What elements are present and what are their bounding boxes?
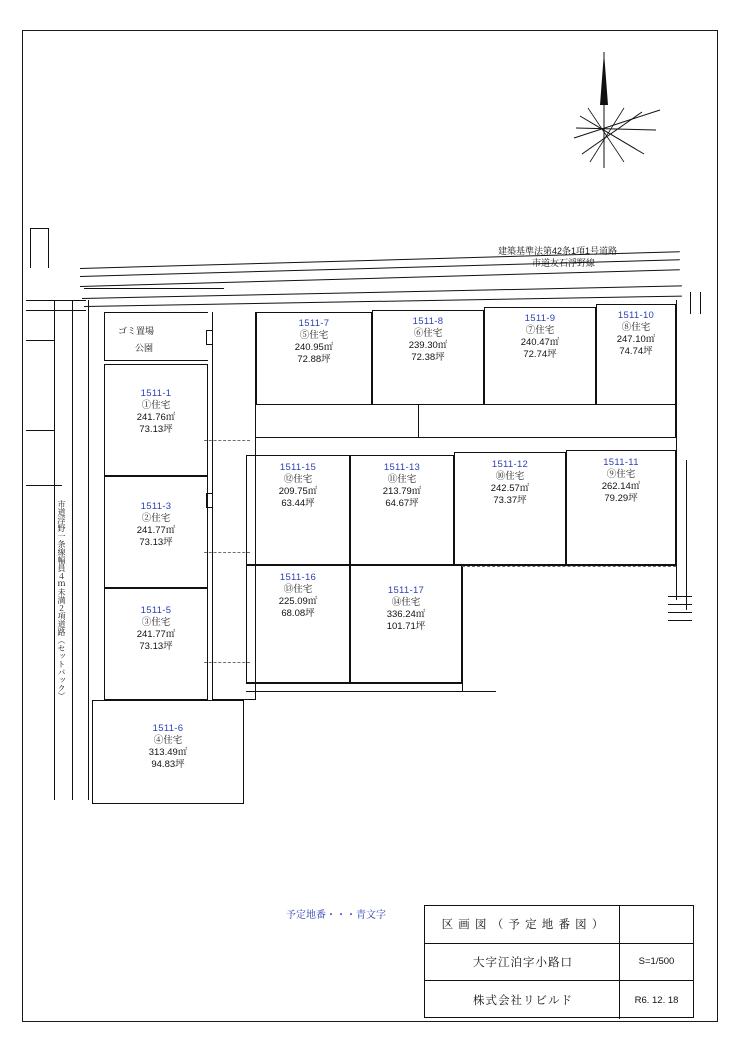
road-note-line1: 建築基準法第42条1項1号道路 — [498, 246, 618, 256]
title-row-2-left: 大字江泊字小路口 — [473, 956, 573, 969]
lot-tsubo: 73.37坪 — [493, 495, 527, 507]
lot-tsubo: 72.38坪 — [411, 352, 445, 364]
gomi-box-top — [104, 312, 208, 313]
south-boundary-2 — [246, 691, 496, 692]
lot-use: ⑬住宅 — [283, 584, 313, 596]
lot-area: 213.79㎡ — [382, 486, 422, 498]
lot-1511-6-label — [92, 723, 244, 772]
left-structure-7 — [26, 430, 54, 431]
gomi-box-left — [104, 312, 105, 360]
lot-no: 1511-12 — [491, 459, 529, 470]
lot-1511-13-label — [350, 462, 454, 511]
lot-area: 241.76㎡ — [136, 412, 176, 424]
dashed-tie-1 — [204, 440, 250, 441]
lot-no: 1511-13 — [383, 462, 421, 473]
title-row-1-left: 区 画 図 （ 予 定 地 番 図 ） — [441, 919, 605, 932]
lot-use: ④住宅 — [153, 735, 183, 747]
right-feature-7 — [668, 612, 692, 613]
lot-use: ③住宅 — [141, 617, 171, 629]
lot-area: 209.75㎡ — [278, 486, 318, 498]
dashed-tie-3 — [204, 662, 250, 663]
lot-use: ⑭住宅 — [391, 597, 421, 609]
lot-no: 1511-16 — [279, 572, 317, 583]
lot-use: ⑤住宅 — [299, 330, 329, 342]
left-road-edge-east — [88, 300, 89, 800]
lot-tsubo: 63.44坪 — [281, 498, 315, 510]
lot-use: ⑥住宅 — [413, 328, 443, 340]
south-boundary-3 — [462, 565, 463, 691]
left-structure-4 — [26, 300, 86, 301]
lot-1511-15-label — [246, 462, 350, 511]
lot-area: 240.47㎡ — [520, 337, 560, 349]
title-row-1-right — [619, 906, 693, 943]
right-feature-1 — [690, 292, 691, 314]
title-row-2 — [425, 944, 693, 982]
lot-1511-7-label — [256, 318, 372, 367]
right-feature-6 — [668, 604, 692, 605]
left-structure-3 — [30, 228, 48, 229]
company-name: 株式会社リビルド — [473, 995, 573, 1008]
lot-use: ⑫住宅 — [283, 474, 313, 486]
lot-use: ⑧住宅 — [621, 322, 651, 334]
lot-tsubo: 74.74坪 — [619, 346, 653, 358]
gomi-box-bottom — [104, 360, 208, 361]
lot-area: 262.14㎡ — [601, 481, 641, 493]
scale-value: S=1/500 — [619, 944, 693, 981]
dashed-tie-2 — [204, 552, 250, 553]
lot-use: ⑦住宅 — [525, 325, 555, 337]
lot-no: 1511-9 — [524, 313, 556, 324]
interior-road-horizontal — [236, 404, 676, 438]
lot-area: 241.77㎡ — [136, 629, 176, 641]
park-label: 公園 — [135, 343, 154, 353]
road-hatch-block — [84, 288, 224, 289]
lot-tsubo: 73.13坪 — [139, 424, 173, 436]
date-value: R6. 12. 18 — [619, 981, 693, 1019]
left-structure-2 — [48, 228, 49, 268]
lot-tsubo: 73.13坪 — [139, 537, 173, 549]
lot-no: 1511-3 — [140, 501, 172, 512]
left-structure-8 — [26, 485, 62, 486]
lot-tsubo: 64.67坪 — [385, 498, 419, 510]
right-feature-8 — [668, 620, 692, 621]
lot-1511-11-label — [566, 457, 676, 506]
interior-road-inner-line — [418, 404, 419, 438]
gomi-label: ゴミ置場 — [118, 326, 155, 336]
left-road-edge-west — [54, 300, 55, 800]
lot-1511-16-label — [246, 572, 350, 621]
right-feature-5 — [668, 596, 692, 597]
left-structure-1 — [30, 228, 31, 268]
south-boundary-1 — [246, 683, 462, 684]
lot-no: 1511-11 — [603, 457, 639, 468]
title-row-1 — [425, 906, 693, 944]
lot-use: ⑨住宅 — [606, 469, 636, 481]
lot-tsubo: 101.71坪 — [386, 621, 426, 633]
left-structure-6 — [26, 340, 54, 341]
lot-tsubo: 73.13坪 — [139, 641, 173, 653]
lot-no: 1511-8 — [412, 316, 444, 327]
lot-no: 1511-6 — [152, 723, 184, 734]
lot-area: 313.49㎡ — [148, 747, 188, 759]
title-row-3 — [425, 981, 693, 1019]
left-structure-5 — [26, 310, 86, 311]
dashed-line-east — [462, 566, 676, 567]
lot-use: ⑩住宅 — [495, 471, 525, 483]
lot-no: 1511-1 — [140, 388, 172, 399]
lot-1511-3-label — [104, 501, 208, 550]
lot-use: ⑪住宅 — [387, 474, 417, 486]
lot-tsubo: 79.29坪 — [604, 493, 638, 505]
right-feature-4 — [686, 460, 687, 610]
lot-use: ②住宅 — [141, 513, 171, 525]
lot-1511-12-label — [454, 459, 566, 508]
left-road-note: 市道浮野一条線幅員４ｍ未満２項道路（セットバック） — [57, 500, 66, 700]
lot-area: 247.10㎡ — [616, 334, 656, 346]
lot-tsubo: 72.74坪 — [523, 349, 557, 361]
lot-no: 1511-10 — [617, 310, 655, 321]
lot-use: ①住宅 — [141, 400, 171, 412]
right-feature-2 — [700, 292, 701, 314]
lot-no: 1511-5 — [140, 605, 172, 616]
lot-area: 241.77㎡ — [136, 525, 176, 537]
lot-area: 336.24㎡ — [386, 609, 426, 621]
lot-1511-5-label — [104, 605, 208, 654]
lot-1511-10-label — [590, 310, 682, 359]
right-feature-3 — [676, 300, 677, 600]
title-block — [424, 905, 694, 1018]
lot-no: 1511-7 — [298, 318, 330, 329]
lot-1511-17-label — [350, 585, 462, 634]
lot-tsubo: 72.88坪 — [297, 354, 331, 366]
road-note-line2: 市道友石浮野線 — [532, 258, 596, 268]
lot-area: 240.95㎡ — [294, 342, 334, 354]
lot-1511-8-label — [372, 316, 484, 365]
lot-1511-1-label — [104, 388, 208, 437]
lot-tsubo: 68.08坪 — [281, 608, 315, 620]
lot-area: 239.30㎡ — [408, 340, 448, 352]
north-arrow-icon — [572, 50, 662, 170]
left-road-edge-mid — [72, 300, 73, 800]
lot-1511-9-label — [484, 313, 596, 362]
lot-tsubo: 94.83坪 — [151, 759, 185, 771]
blue-note: 予定地番・・・青文字 — [286, 910, 386, 921]
lot-no: 1511-15 — [279, 462, 317, 473]
lot-no: 1511-17 — [387, 585, 425, 596]
lot-area: 242.57㎡ — [490, 483, 530, 495]
lot-area: 225.09㎡ — [278, 596, 318, 608]
